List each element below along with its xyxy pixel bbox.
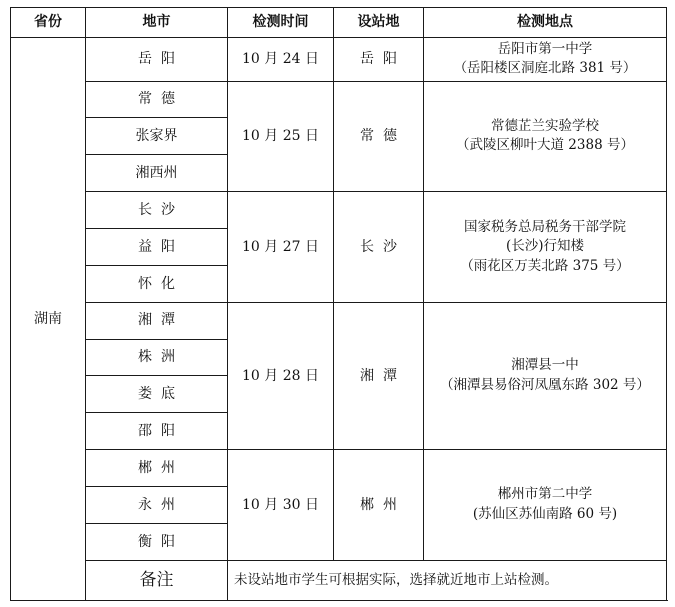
- location-cell: [424, 38, 667, 82]
- table-row: [11, 38, 667, 82]
- note-text: 未设站地市学生可根据实际，选择就近地市上站检测。: [228, 560, 667, 600]
- table-row: [11, 81, 667, 118]
- header-province: 省份: [11, 8, 86, 38]
- location-name: 岳阳市第一中学: [497, 40, 593, 57]
- city-cell: 湘潭: [86, 302, 228, 339]
- note-label: 备注: [86, 560, 228, 600]
- city-cell: 益阳: [86, 228, 228, 265]
- header-date: 检测时间: [228, 8, 334, 38]
- location-name: 国家税务总局税务干部学院: [464, 218, 626, 235]
- date-cell: 10 月 25 日: [228, 81, 334, 192]
- city-cell: 怀化: [86, 265, 228, 302]
- location-address: （岳阳楼区洞庭北路 381 号）: [453, 60, 637, 77]
- city-cell: 株洲: [86, 339, 228, 376]
- location-address: (苏仙区苏仙南路 60 号): [472, 505, 618, 522]
- city-cell: 永州: [86, 486, 228, 523]
- table-row: [11, 450, 667, 487]
- location-name: 郴州市第二中学: [497, 486, 593, 503]
- city-cell: 郴州: [86, 450, 228, 487]
- header-location: 检测地点: [424, 8, 667, 38]
- header-row: [11, 8, 667, 38]
- province-cell: 湖南: [11, 38, 86, 601]
- station-cell: 常德: [334, 81, 424, 192]
- location-name: 湘潭县一中: [511, 357, 579, 374]
- date-cell: 10 月 28 日: [228, 302, 334, 449]
- city-cell: 长沙: [86, 192, 228, 229]
- station-cell: 湘潭: [334, 302, 424, 449]
- city-cell: 湘西州: [86, 155, 228, 192]
- date-cell: 10 月 30 日: [228, 450, 334, 561]
- city-cell: 岳阳: [86, 38, 228, 82]
- schedule-table: [10, 7, 667, 601]
- city-cell: 衡阳: [86, 523, 228, 560]
- table-row: [11, 192, 667, 229]
- header-city: 地市: [86, 8, 228, 38]
- location-name: 常德芷兰实验学校: [491, 117, 599, 134]
- station-cell: 郴州: [334, 450, 424, 561]
- city-cell: 娄底: [86, 376, 228, 413]
- location-building: (长沙)行知楼: [505, 238, 585, 255]
- location-cell: [424, 81, 667, 192]
- station-cell: 岳阳: [334, 38, 424, 82]
- city-cell: 邵阳: [86, 413, 228, 450]
- location-address: （武陵区柳叶大道 2388 号）: [456, 137, 634, 154]
- header-station: 设站地: [334, 8, 424, 38]
- location-cell: [424, 302, 667, 449]
- location-address: （雨花区万芙北路 375 号）: [460, 257, 630, 274]
- location-cell: [424, 192, 667, 303]
- city-cell: 常德: [86, 81, 228, 118]
- location-address: （湘潭县易俗河凤凰东路 302 号）: [440, 376, 650, 393]
- station-cell: 长沙: [334, 192, 424, 303]
- location-cell: [424, 450, 667, 561]
- date-cell: 10 月 24 日: [228, 38, 334, 82]
- city-cell: 张家界: [86, 118, 228, 155]
- date-cell: 10 月 27 日: [228, 192, 334, 303]
- note-row: [11, 560, 667, 600]
- table-row: [11, 302, 667, 339]
